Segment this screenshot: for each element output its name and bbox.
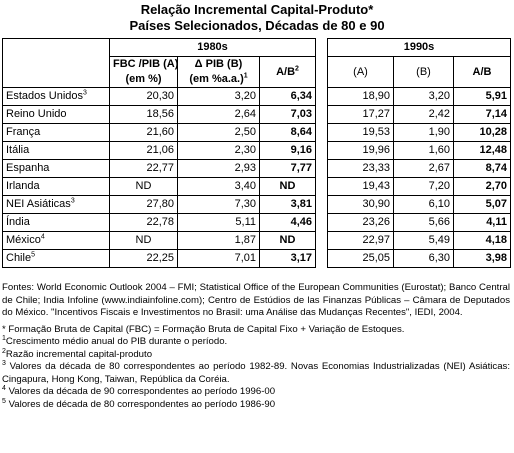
page-subtitle: Países Selecionados, Décadas de 80 e 90 bbox=[129, 18, 385, 33]
a-1990s-cell: 18,90 bbox=[328, 88, 394, 106]
note-2-text: Razão incremental capital-produto bbox=[5, 348, 153, 360]
b-1990s-cell: 7,20 bbox=[394, 178, 454, 196]
delta-pib-header bbox=[178, 57, 260, 88]
delta-pib-1980s-cell: 3,20 bbox=[178, 88, 260, 106]
footnote-marker: 2 bbox=[2, 347, 6, 355]
b-1990s-cell: 2,42 bbox=[394, 106, 454, 124]
country-cell bbox=[3, 196, 110, 214]
fbc-pib-1980s-cell: 22,25 bbox=[110, 250, 178, 268]
ab-1990s-cell: 3,98 bbox=[454, 250, 511, 268]
b-1990s-cell: 1,90 bbox=[394, 124, 454, 142]
a-1990s-header: (A) bbox=[328, 57, 394, 88]
table-row bbox=[3, 232, 511, 250]
ab-1990s-cell: 4,18 bbox=[454, 232, 511, 250]
ab-1990s-cell: 10,28 bbox=[454, 124, 511, 142]
column-gap bbox=[316, 250, 328, 268]
decade-1980s-header: 1980s bbox=[110, 39, 316, 57]
country-label: Reino Unido bbox=[6, 108, 67, 120]
delta-pib-header-line2: (em %a.a.) bbox=[189, 73, 244, 85]
page-title: Relação Incremental Capital-Produto* bbox=[140, 2, 374, 17]
note-3 bbox=[2, 361, 510, 386]
fbc-pib-1980s-cell: 22,78 bbox=[110, 214, 178, 232]
table-row bbox=[3, 214, 511, 232]
country-label: França bbox=[6, 126, 41, 138]
note-4-text: Valores da década de 90 correspondentes ao período 1996-00 bbox=[5, 386, 276, 397]
country-label: Irlanda bbox=[6, 180, 40, 192]
decade-1990s-header: 1990s bbox=[328, 39, 511, 57]
a-1990s-cell: 17,27 bbox=[328, 106, 394, 124]
ab-header-label: A/B bbox=[276, 65, 296, 78]
country-cell bbox=[3, 232, 110, 250]
column-gap bbox=[316, 57, 328, 88]
ab-1990s-header: A/B bbox=[454, 57, 511, 88]
column-header-row bbox=[3, 57, 511, 88]
b-1990s-cell: 5,49 bbox=[394, 232, 454, 250]
table-row bbox=[3, 124, 511, 142]
country-cell bbox=[3, 214, 110, 232]
b-1990s-header: (B) bbox=[394, 57, 454, 88]
ab-1990s-cell: 7,14 bbox=[454, 106, 511, 124]
ab-1980s-cell: 7,77 bbox=[260, 160, 316, 178]
b-1990s-cell: 1,60 bbox=[394, 142, 454, 160]
note-2 bbox=[2, 349, 510, 362]
a-1990s-cell: 19,43 bbox=[328, 178, 394, 196]
sources-note: Fontes: World Economic Outlook 2004 – FMI; Statistical Office of the European Communities (Eurostat); Banco Central de Chile; India Infoline (www.indiainfoline.com); Centro de Estúdios de las Finanzas Públicas – Câmara de Deputados do México. "Incentivos Fiscais e Investimentos no Brasil: uma Análise das Mudanças Recentes", IEDI, 2004. bbox=[2, 282, 510, 318]
table-body bbox=[3, 88, 511, 268]
a-1990s-cell: 19,53 bbox=[328, 124, 394, 142]
table-row bbox=[3, 106, 511, 124]
ab-1980s-cell: 7,03 bbox=[260, 106, 316, 124]
b-1990s-cell: 5,66 bbox=[394, 214, 454, 232]
country-label: NEI Asiáticas bbox=[6, 198, 71, 210]
country-label: Chile bbox=[6, 252, 32, 264]
country-label: Estados Unidos bbox=[6, 90, 84, 102]
delta-pib-1980s-cell: 7,01 bbox=[178, 250, 260, 268]
country-cell bbox=[3, 88, 110, 106]
fbc-pib-1980s-cell: 21,06 bbox=[110, 142, 178, 160]
a-1990s-cell: 25,05 bbox=[328, 250, 394, 268]
fbc-pib-1980s-cell: 20,30 bbox=[110, 88, 178, 106]
country-cell bbox=[3, 124, 110, 142]
a-1990s-cell: 23,26 bbox=[328, 214, 394, 232]
b-1990s-cell: 6,30 bbox=[394, 250, 454, 268]
ab-1990s-cell: 12,48 bbox=[454, 142, 511, 160]
ab-1980s-cell: 3,81 bbox=[260, 196, 316, 214]
ab-1990s-cell: 8,74 bbox=[454, 160, 511, 178]
delta-pib-1980s-cell: 7,30 bbox=[178, 196, 260, 214]
b-1990s-cell: 6,10 bbox=[394, 196, 454, 214]
a-1990s-cell: 23,33 bbox=[328, 160, 394, 178]
b-1990s-cell: 2,67 bbox=[394, 160, 454, 178]
delta-pib-1980s-cell: 2,64 bbox=[178, 106, 260, 124]
column-gap bbox=[316, 142, 328, 160]
note-1-text: Crescimento médio anual do PIB durante o período. bbox=[5, 336, 228, 347]
fbc-pib-header-line2: (em %) bbox=[125, 73, 162, 85]
column-gap bbox=[316, 196, 328, 214]
footnote-marker: 2 bbox=[295, 64, 299, 72]
fbc-pib-header bbox=[110, 57, 178, 88]
footnote-marker: 4 bbox=[2, 384, 6, 392]
column-gap bbox=[316, 178, 328, 196]
footnote-marker: 5 bbox=[31, 251, 35, 259]
footnote-marker: 3 bbox=[2, 359, 6, 367]
ab-1980s-cell: 9,16 bbox=[260, 142, 316, 160]
ab-1980s-cell: 4,46 bbox=[260, 214, 316, 232]
ab-1980s-cell: ND bbox=[260, 178, 316, 196]
fbc-pib-1980s-cell: 27,80 bbox=[110, 196, 178, 214]
ab-1980s-cell: 3,17 bbox=[260, 250, 316, 268]
fbc-pib-1980s-cell: 18,56 bbox=[110, 106, 178, 124]
note-3-text: Valores da década de 80 correspondentes ao período 1982-89. Novas Economias Industrializadas (NEI) Asiáticas: Cingapura, Hong Kong, Taiwan, República da Coréia. bbox=[2, 361, 510, 385]
footnote-marker: 3 bbox=[83, 89, 87, 97]
ab-1990s-cell: 5,07 bbox=[454, 196, 511, 214]
delta-pib-1980s-cell: 2,93 bbox=[178, 160, 260, 178]
ab-1990s-cell: 4,11 bbox=[454, 214, 511, 232]
column-gap bbox=[316, 39, 328, 57]
note-5-text: Valores de década de 80 correspondentes ao período 1986-90 bbox=[5, 398, 276, 410]
table-row bbox=[3, 88, 511, 106]
table-row bbox=[3, 142, 511, 160]
b-1990s-cell: 3,20 bbox=[394, 88, 454, 106]
column-gap bbox=[316, 214, 328, 232]
footnote-marker: 1 bbox=[243, 72, 248, 80]
ab-1990s-cell: 5,91 bbox=[454, 88, 511, 106]
country-label: Itália bbox=[6, 144, 30, 156]
footnote-marker: 4 bbox=[40, 233, 45, 241]
table-row bbox=[3, 160, 511, 178]
note-star: * Formação Bruta de Capital (FBC) = Formação Bruta de Capital Fixo + Variação de Estoques. bbox=[2, 323, 405, 335]
table-row bbox=[3, 196, 511, 214]
title-block bbox=[0, 0, 514, 34]
country-cell bbox=[3, 178, 110, 196]
ab-1990s-cell: 2,70 bbox=[454, 178, 511, 196]
note-5 bbox=[2, 399, 510, 412]
ab-1980s-cell: 8,64 bbox=[260, 124, 316, 142]
country-label: Índia bbox=[6, 216, 30, 228]
decade-header-row bbox=[3, 39, 511, 57]
country-label: Espanha bbox=[6, 162, 50, 174]
fbc-pib-1980s-cell: 21,60 bbox=[110, 124, 178, 142]
note-1 bbox=[2, 336, 510, 349]
ab-1980s-header bbox=[260, 57, 316, 88]
delta-pib-header-line1: Δ PIB (B) bbox=[194, 58, 243, 70]
footnote-marker: 1 bbox=[2, 334, 6, 342]
country-cell bbox=[3, 160, 110, 178]
a-1990s-cell: 22,97 bbox=[328, 232, 394, 250]
fbc-pib-1980s-cell: 22,77 bbox=[110, 160, 178, 178]
country-cell bbox=[3, 142, 110, 160]
fbc-pib-1980s-cell: ND bbox=[110, 178, 178, 196]
table-row bbox=[3, 178, 511, 196]
column-gap bbox=[316, 106, 328, 124]
country-cell bbox=[3, 250, 110, 268]
a-1990s-cell: 19,96 bbox=[328, 142, 394, 160]
delta-pib-1980s-cell: 2,50 bbox=[178, 124, 260, 142]
footnote-marker: 5 bbox=[2, 397, 6, 405]
table-row bbox=[3, 250, 511, 268]
delta-pib-1980s-cell: 3,40 bbox=[178, 178, 260, 196]
empty-header-cell bbox=[3, 57, 110, 88]
note-4 bbox=[2, 386, 510, 399]
footnotes bbox=[2, 282, 510, 411]
country-label: México bbox=[6, 234, 41, 246]
delta-pib-1980s-cell: 2,30 bbox=[178, 142, 260, 160]
data-table bbox=[2, 38, 511, 268]
column-gap bbox=[316, 232, 328, 250]
column-gap bbox=[316, 88, 328, 106]
delta-pib-1980s-cell: 5,11 bbox=[178, 214, 260, 232]
fbc-pib-1980s-cell: ND bbox=[110, 232, 178, 250]
ab-1980s-cell: ND bbox=[260, 232, 316, 250]
column-gap bbox=[316, 160, 328, 178]
column-gap bbox=[316, 124, 328, 142]
delta-pib-1980s-cell: 1,87 bbox=[178, 232, 260, 250]
empty-header-cell bbox=[3, 39, 110, 57]
ab-1980s-cell: 6,34 bbox=[260, 88, 316, 106]
country-cell bbox=[3, 106, 110, 124]
footnote-marker: 3 bbox=[70, 197, 75, 205]
fbc-pib-header-line1: FBC /PIB (A) bbox=[113, 58, 179, 70]
a-1990s-cell: 30,90 bbox=[328, 196, 394, 214]
